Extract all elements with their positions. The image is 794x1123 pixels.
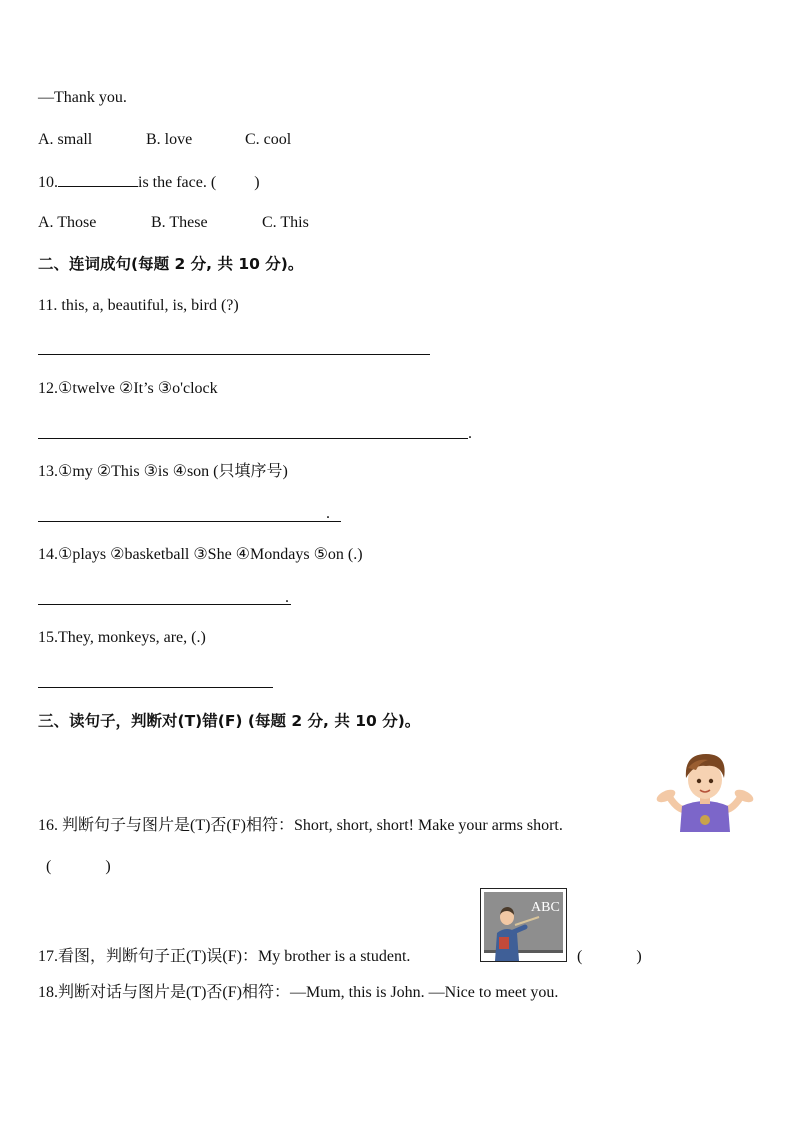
q15-answer-line[interactable] [38, 687, 273, 688]
q10-option-c: C. This [262, 214, 309, 231]
q10 [38, 171, 260, 193]
q10-option-b: B. These [151, 214, 208, 231]
section3-heading: 三、读句子，判断对(T)错(F) (每题 2 分, 共 10 分)。 [38, 712, 421, 730]
q13-text: 13.①my ②This ③is ④son (只填序号) [38, 463, 288, 480]
boy-shrugging-icon [656, 748, 754, 832]
q14-period: . [285, 589, 289, 606]
q17-paren-open: ( [577, 948, 583, 965]
q17-paren-close: ) [636, 948, 642, 965]
board-text: ABC [531, 900, 560, 915]
q17-text: 17.看图，判断句子正(T)误(F)：My brother is a student. [38, 948, 411, 965]
q10-text: is the face. ( [138, 174, 217, 191]
q15-text: 15.They, monkeys, are, (.) [38, 629, 206, 646]
q14-text: 14.①plays ②basketball ③She ④Mondays ⑤on (.) [38, 546, 363, 563]
q9-option-b: B. love [146, 131, 193, 148]
q10-option-a: A. Those [38, 214, 97, 231]
q16-paren-open: ( [46, 858, 52, 875]
q9-option-a: A. small [38, 131, 93, 148]
q16-answer[interactable] [46, 857, 111, 877]
q18-text: 18.判断对话与图片是(T)否(F)相符：—Mum, this is John. —Nice to meet you. [38, 984, 559, 1001]
section2-heading: 二、连词成句(每题 2 分, 共 10 分)。 [38, 255, 304, 273]
q16-text: 16. 判断句子与图片是(T)否(F)相符：Short, short, short! Make your arms short. [38, 817, 563, 834]
q11-text: 11. this, a, beautiful, is, bird (?) [38, 297, 239, 314]
q9-reply: —Thank you. [38, 89, 127, 106]
q11-answer-line[interactable] [38, 354, 430, 355]
q12-answer-line[interactable] [38, 438, 468, 439]
q9-option-c: C. cool [245, 131, 292, 148]
q10-blank[interactable] [58, 171, 138, 187]
q10-number: 10. [38, 174, 58, 191]
q12-text: 12.①twelve ②It’s ③o'clock [38, 380, 218, 397]
teacher-blackboard-icon [480, 888, 567, 962]
q17-answer[interactable] [577, 947, 642, 967]
q16-paren-close: ) [105, 858, 111, 875]
q14-answer-line[interactable] [38, 604, 291, 605]
q9-options [38, 130, 291, 150]
q12-period: . [468, 425, 472, 442]
q13-answer-line[interactable] [38, 521, 341, 522]
q13-period: . [326, 505, 330, 522]
q10-options [38, 213, 309, 233]
q10-close: ) [254, 174, 260, 191]
